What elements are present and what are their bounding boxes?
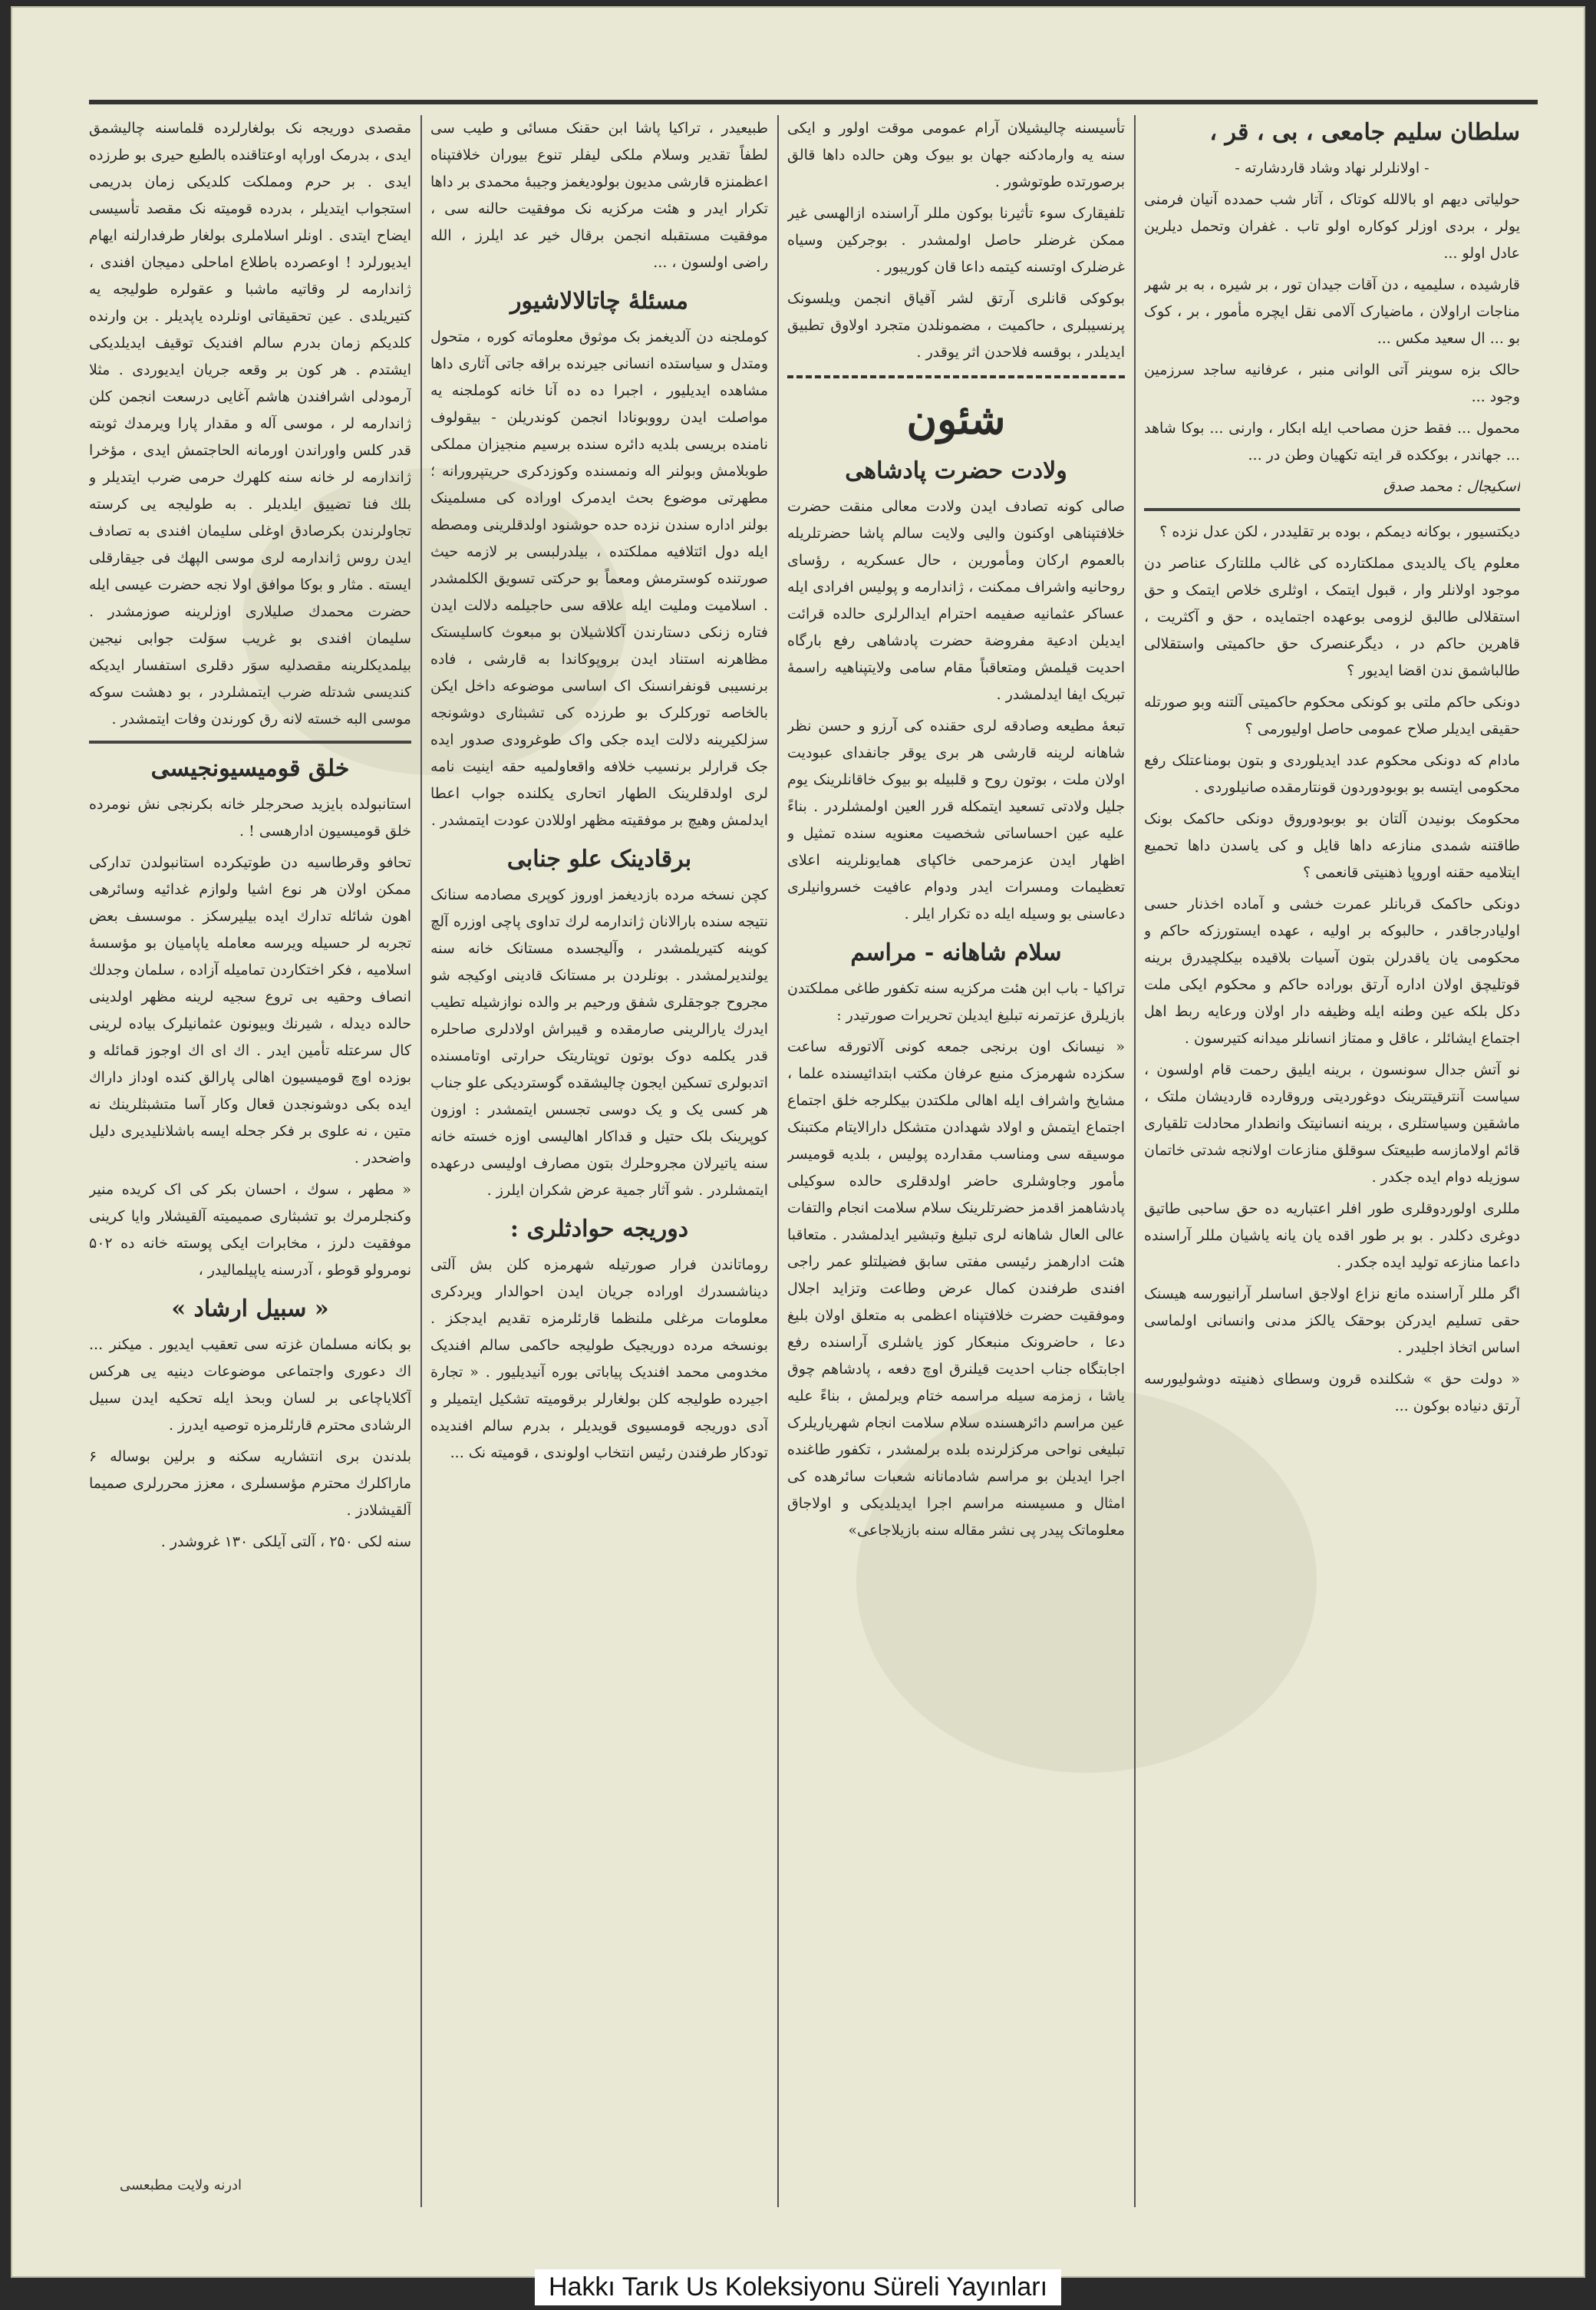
col1-poem: حالک بزه سوینر آتی الوانی منبر ، عرفانیه ساجد سرزمین وجود ...: [1144, 361, 1520, 405]
col1-article-paragraph: نو آتش جدال سونسون ، برینه ایلیق رحمت قام اولسون ، سیاست آنترقیتترینک دوغوردیتی وروقارده قاردیشان ملتک ، ماشقین وسیاستلری ، برینه انسانیتک وانطدار محادلت تلقیاری قائم اولامازسه طبیعتک سوقلق منازعات اولانجه شدتی خاتمان سوزیله دوام ایده جکدر .: [1144, 1061, 1520, 1186]
col1-poem: محمول ... فقط حزن مصاحب ایله ابکار ، وارنی ... بوکا شاهد ... جهاندر ، بوککده قر ایته تکهیان وطن در ...: [1144, 420, 1520, 464]
top-rule: [89, 100, 1538, 104]
section-divider: [1144, 508, 1520, 511]
article-title-kadin: برقادینک علو جنابی: [506, 846, 692, 873]
col4-article-paragraph: « مطهر ، سوك ، احسان بکر کی اک کریده منیر وکنجلرمرك بو تشبثاری صمیمیته آلقیشلار وایا کرینی موفقیت دلرز ، مخابرات ایکی پوسته خانه ده ۵۰۲ نومرولو قوطو ، آدرسنه یاپیلمالیدر ،: [89, 1181, 411, 1279]
column-1: [1144, 115, 1520, 2223]
col1-article-paragraph: دونکی حاکمک قربانلر عمرت خشی و آماده اخذنار حسی اولیادرجاقدر ، حالبوکه بر اولیه ، عهده ایستورزکه حاکم و محکومی یان یاقدرلن بتون آسیات بلاقیده بیکلچیدرق برینه قوتلیچق اولان اداره آرتق بوراده حاکم و محکوم ایکی ملت دکل بلکه عین وطنه ایله وظیفه دار اولان ورعایه ربط اهل اجتماع ایشائلر ، عاقل و ممتاز انسانلر میدانه کتیرسون .: [1144, 896, 1520, 1047]
col2-paragraph: بوکوکی قانلری آرتق لشر آقیاق انجمن ویلسونک پرنسیبلری ، حاکمیت ، مضمونلدن متجرد اولاوق تطبیق ایدیلدر ، بوقسه فلاحدن اثر یوقدر .: [787, 290, 1125, 361]
col2-article-paragraph: تبعهٔ مطیعه وصادقه لری حقنده کی آرزو و حسن نظر شاهانه لرینه قارشی هر بری یوقر جانفدای عبودیت اولان ملت ، بوتون روح و قلبیله بو بیوک خاقانلرینک یوم جلیل ولادتی تسعید ایتمکله قرر العین اولمشلردر . بناءً علیه عین احساساتی شخصیت معنویه سنده تمثیل و اظهار ایدن عزمرحمی خاکپای همایونلرینه اعلای تعظیمات ومسرات ایدر ودوام عافیت خسروانیلری دعاسنی بو وسیله ایله ده تکرار ایلر .: [787, 718, 1125, 922]
col4-paragraph: مقصدی دوریجه نک بولغارلرده قلماسنه چالیشمق ایدی ، بدرمک اوراپه اوعتاقنده بالطبع حیری بو طرزده ایدی . بر حرم ومملکت کلدیکی زمان بدریمی استجواب ایتدیلر ، بدرده قومیته نک مقصد تأسیسی ایضاح ایتدی . اونلر اسلاملری بولغار طرفدارلنه ایهام ایدیورلرد ! اوعصرده باطلاع اماحلی دمیجان افندی ، ژاندارمه لر وقاتیه ماشبا و عقولره طولیجه یه کتیریلدی . عین تحقیقاتی اونلرده یاپدیلر . بن وارنده کلدیکم زمان بدرم سالم افندیک توقیف ایدیلدیکی ایشتدم . هر کون بر وقعه جریان ایدیوردی . مثلا آرمودلی اشرافندن هاشم آغایی درسعت انجمن کلن ژاندارمه لر ، موسی آله و مقدار پارا ویرمدك ثوبته قدر کلس واوراندن اورمانه الحاجتمش ایدی ، مؤخرا ژاندارمه لر خانه سنه کلهرك حرمی ضرب ایتدیلر و بلك فنا تضییق ایلدیلر . به طولیجه یی کرسته تجاولرندن بکرصادق اوغلی سلیمان افندی به تصادف ایدن روس ژاندارمه لری موسی الپهك فی جیقارقلی ایسته . مثار و بوکا موافق اولا نجه حضرت عیسی ایله حضرت محمدك صلیلاری اوزلرینه صوزمشدر . سلیمان افندی بو غریب سوَلت جوابی نیجین بیلمدیکلرینه مقصدلیه سوَر دقلری استفسار ایدیکه کندیسی شدتله ضرب ایتمشلردر ، بو دهشت سوکه موسی البه خسته لانه رق کورندن وفات ایتمشدر .: [89, 120, 411, 728]
column-rule: [420, 115, 422, 2207]
section-divider: [89, 741, 411, 744]
col1-article-paragraph: « دولت حق » شکلنده قرون وسطای ذهنیته دوشولیورسه آرتق دنیاده بوکون ...: [1144, 1371, 1520, 1414]
col4-article-paragraph: بو بکانه مسلمان غزته سی تعقیب ایدیور . میکنر ... اك دعوری واجتماعی موضوعات دینیه یی هرکس آکلایاچاعی بر لسان وبحذ ایله تحکیه ایدن سبیل الرشادی محترم قارئلرمزه توصیه ایدرز .: [89, 1336, 411, 1434]
col3-article-paragraph: کچن نسخه مرده بازدیغمز اوروز کوپری مصادمه سنانک نتیجه سنده بارالانان ژاندارمه لرك تداوی پاچی اوزره آلچ کوینه کتیریلمشدر ، وآلیجسده مستانک خانه سنه یولندیرلمشدر . بونلردن بر مستانک قادینی اوکیجه شو مجروح جوجقلری شفق ورحیم بر والده نوازشیله تطیب ایدرك يارالرینی صارمقده و قیبراش اولادلری صاحلره قدر یکلمه دوک بوتون توپتاریتک حرارتی اوتامسنده اتدبولری تسکین ایجون چالیشقده گوستردیکی علو جناب هر کسی یک و یک دوسی تجسس ایتمشدر : اوزون کوپرینک بلک حتیل و قداکار اهالیسی اوزه خسته خانه سنه یاتیرلان مجروحلرك بتون مصارف اولیسی درعهده ایتمشلردر . شو آثار جمیة عرض شکران ایلرز .: [430, 886, 768, 1199]
col1-line-0: سلطان سلیم جامعی ، بی ، قر ،: [1209, 119, 1520, 146]
column-2: [787, 115, 1125, 2223]
col1-article-paragraph: معلوم یاک یالدیدی مملکتارده کی غالب مللتارک عناصر دن موجود اولانلر وار ، قبول ایتمک ، اوثلری خلاص ایتمک و حق استقلالی طالبق لزومی بوعهده اجتمایده ، حق و آکثریت ، قاهرین حاکم در ، دیگرعنصرک حق حاکمیتی واستقلالی طالباشمق ندن اقضا ایدیور ؟: [1144, 555, 1520, 679]
col1-article-paragraph: مللری اولوردوقلری طور افلر اعتباریه ده حق ساحبی طاتیق دوغری دکلدر . بو بر طور اقده یان یانه یاشیان مللر آراسنده داعما منازعه تولید ایده جکدر .: [1144, 1200, 1520, 1271]
column-3: [430, 115, 768, 2223]
col1-poem: حولیاتی دیهم او بالالله کوتاک ، آتار شب حمدده آنیان فرمنی یولر ، بردی اوزلر کوکاره اولو تاب . غفران وتحمل دیلرین عادل اولو ...: [1144, 191, 1520, 262]
article-title-sebil-irsad: « سبیل ارشاد »: [171, 1295, 329, 1322]
col1-article-paragraph: دیکتسیور ، بوکانه دیمکم ، بوده بر تقلیددر ، لکن عدل نزده ؟: [1159, 523, 1520, 540]
column-rule: [777, 115, 779, 2207]
article-title-selam: سلام شاهانه - مراسم: [850, 939, 1062, 966]
col3-paragraph: طبیعیدر ، تراکیا پاشا ابن حقنک مسائی و طیب سی لطفاً تقدیر وسلام ملکی لیفلر تنوع بیوران خلافتپناه اعظمنزه قارشی مدیون بولودیغمز وجیبهٔ محمدی بر داها تکرار ایدر و هئت مرکزیه نک موفقیت حالنه سی ، موفقیت مستقبله انجمن برقال خیر عد ایلرز ، الله راضی اولسون ، ...: [430, 120, 768, 271]
collection-banner: Hakkı Tarık Us Koleksiyonu Süreli Yayınları: [535, 2269, 1061, 2305]
article-title-veladet: ولادت حضرت پادشاهی: [845, 457, 1067, 484]
col1-poem: قارشیده ، سلیمیه ، دن آقات جیدان تور ، بر شیره ، به بر شهر مناجات اراولان ، ماضیارک آلامی نقل ایچره مأمور ، بر ، کوک بو ... ال سعید مکس ...: [1144, 276, 1520, 347]
col3-article-paragraph: کوملجنه دن آلدیغمز بک موثوق معلوماته کوره ، متحول ومتدل و سیاستده انسانی جیرنده براقه جاتی آثاری داها مشاهده ایدیلیور ، اجبرا ده ده آنا خانه کوملجنه یه مواصلت ایدن رووبونادا انجمن کوندریلن - بیقولوف نامنده بریسی بلدیه دائره سنده برسیم منجیزان مملکی طوبلامش وبولنر اله ونمسنده وکوزدکری حریتپرورانه ؛ مطهرتی موضوع بحث ایدمرک اوراده کی مسلمینک بولنر اداره سندن نزده حده حوشنود اولدقلرینی ومصطه ایله دول ائتلافیه مملکتده ، بیلدرلبسی بر لازمه حیث صورتنده کوسترمش ومعماً بو حرکتی تسویق الکلمشدر . اسلامیت وملیت ایله علاقه سی حاجیلمه دلالت ایدن فتاره زنکی دستارندن آکلاشیلان بو مبعوث کاسلیستک مظاهرنه استناد ایدن بروپوکاندا به قارشی ، فاده برنسیبی قونفرانسنک اک اساسی موضوعه داخل ایکن بالخاصه تورکلرک بو طرزده کی تشبثاری دوشونجه سزلکیرینه دلالت ایده جکی واک طوغرودی صدور ایده جک قرارلر برنسیب خلافه واقعاولمیه حقه اینیت نامه لری اولدقلرینک الطهار اتحاری یکلنده جواب اعطا ایدلمش وهیچ بر موفقیته مظهر اوللادن عودت ایتمشدر .: [430, 328, 768, 829]
section-divider: [787, 375, 1125, 378]
col1-signature: اسکیجال : محمد صدق: [1383, 478, 1520, 495]
newspaper-sheet: [11, 6, 1585, 2278]
col1-article-paragraph: اگر مللر آراسنده مانع نزاع اولاجق اساسلر آرانیورسه هیسنک حقی تسلیم ایدرکن بوحقک یالکز مدنی وانسانی اولماسی اساس اتخاذ اجلیدر .: [1144, 1285, 1520, 1356]
printer-imprint: ادرنه ولایت مطبعسی: [120, 2177, 242, 2193]
col1-article-paragraph: مادام که دونکی محکوم عدد ایدیلوردی و بتون بومناعتلک رفع محکومی ایتسه بو بوبودوردون قونتارمقده صانیلوردی .: [1144, 752, 1520, 796]
col2-article-paragraph: صالی کونه تصادف ایدن ولادت معالی منقت حضرت خلافتپناهی اوکنون والیی ولایت سالم پاشا حضرتلریله بالعموم ارکان ومأمورین ، حال عسکریه ، رؤسای روحانیه واشراف ممکنت ، ژاندارمه و پولیس افرادی ایله عساکر عثمانیه صفیمه احترام ایدالرلری حالده قرائت ایدیلن ادعیة مفروضة حضرت پادشاهی رفع بارگاه احدیت قیلمش ومتعاقباً مقام سامی ولایتپناهیه راسمهٔ تبریک ایفا ایدلمشدر .: [787, 498, 1125, 703]
column-rule: [1134, 115, 1136, 2207]
col1-article-paragraph: دونکی حاکم ملتی بو کونکی محکوم حاکمیتی آلتنه وبو صورتله حقیقی ایدیلر صلاح عمومی حاصل اولیورمی ؟: [1144, 694, 1520, 738]
col1-line-1: - اولانلرلر نهاد وشاد قاردشارته -: [1235, 160, 1429, 177]
col2-article-paragraph: تراکیا - باب ابن هئت مرکزیه سنه تکفور طاغی مملکتدن بازیلرق عزتمرنه تبلیغ ایدیلن تحریرات صورتیدر :: [787, 980, 1125, 1024]
column-4: [89, 115, 411, 2223]
article-title-dobruca: دوریجه حوادثلری :: [509, 1216, 689, 1242]
col4-article-paragraph: بلدندن بری انتشاریه سکنه و برلین بوساله ۶ ماراکلرك محترم مؤسسلری ، معزز محررلری صمیما آلقیشلادز .: [89, 1448, 411, 1519]
col1-article-paragraph: محکومک بونیدن آلتان بو بوبودوروق دونکی حاکمک بونک طاقتنه شمدی منازعه داها قایل و کی یاسدن داها تحمیع ایتلامیه حقنه اوروپا ذهنیتی قانعمی ؟: [1144, 810, 1520, 881]
col2-article-paragraph: « نیسانک اون برنجی جمعه کونی آلاتورقه ساعت سکزده شهرمزک منبع عرفان مکتب ابتدائیسنده علما ، مشایخ واشراف ایله اهالی ملکتدن بیکلرجه خلق اجتماع اجتماع ایتمش و اولاد شهدادن متشکل دارالایتام مکتبنک موسیقه سی ومناسب مقدارده پولیس ، بلدیه قومیسر مأمور وجاوشلری حاضر اولدقلری حالده سوکیلی پادشاهمز اقدمز حضرتلرینک سلام سلامت انجام والتفات عالی العال شاهانه لری تبلیغ وتبشیر ایدلمشدر . متعاقبا هئت ادارهمز رئیسی مفتی سابق فضیلتلو عمر راجی افندی طرفندن کمال عرض وطاعت وتزاید اجلال وموفقیت حضرت خلافتپناه اعظمی به متعلق اولان بلیغ دعا ، حاضرونک منبعکار کوز یاشلری آراسنده رفع اجابتگاه جناب احدیت قیلنرق اوچ دفعه ، پادشاهم چوق یاشا ، زمزمه سیله مراسمه ختام ویرلمش ، بناءً علیه عین مراسم دائرهسنده سلام سلامت انجام شهریاریلرک تبلیغی نواحی مرکزلرنده بلده برلمشدر ، تکفور طاغنده اجرا ایدیلن بو مراسم شادمانانه شعبات سائرهده کی امثال و مسیسنه مراسم اجرا ایدیلدیکی و اولاجاق معلوماتک پیدر پی نشر مقاله سنه بازیلاجاعی»: [787, 1038, 1125, 1539]
col4-article-paragraph: سنه لکی ۲۵۰ ، آلتی آیلکی ۱۳۰ غروشدر .: [160, 1533, 411, 1550]
col2-paragraph: تأسیسنه چالیشیلان آرام عمومی موقت اولور و ایکی سنه یه وارمادکنه جهان بو بیوک وهن حالده داها قالق برصورتده طوتوشور .: [787, 120, 1125, 190]
col2-paragraph: تلفیقارک سوء تأثیرنا بوکون مللر آراسنده ازالهسی غیر ممکن غرضلر حاصل اولمشدر . بوجرکین وسیاه غرضلرک اوتسنه کیتمه داعا قان کوریبور .: [787, 205, 1125, 276]
section-heading-shuun: شئون: [906, 394, 1006, 444]
col4-article-paragraph: استانبولده بایزید صحرجلر خانه بکرنجی نش نومرده خلق قومیسیون ادارهسی ! .: [89, 796, 411, 840]
article-title-mesele: مسئلهٔ چاتالالاشیور: [510, 288, 688, 315]
col4-article-paragraph: تحافو وقرطاسیه دن طوتیکرده استانبولدن تدارکی ممکن اولان هر نوع اشیا ولوازم غدائیه وسائرهی اهون شائله تدارك ایده بیلیرسکز . موسسف بعض تجربه لر حسیله ویرسه معامله یاپامیان بو مؤسسهٔ اسلامیه ، فکر اختکاردن تمامیله آزاده ، سلمان وجدلك انصاف وحقيه بی تروع سجیه لرینه مظهر اولدینی حالده دیدله ، شیرنك وبیونون عثمانیلرک بیاده لرینی کال سرعتله تأمین ایدر . اك ای اك اوجوز قمائله و بوزده اوچ قومیسیون اهالی پارالق کنده اوداز داراك ایده بکی دوشونجدن قعال وکار آسا متشبثلرینك نه متین ، نه علوی بر فکر جحله ایسه باشلانلیدیری دلیل واضحدر .: [89, 854, 411, 1167]
col3-article-paragraph: روماتاندن فرار صورتیله شهرمزه کلن بش آلتی دیناشسدرك اوراده جریان ایدن احوالدار ویردکری معلومات مرغلی ملنظما قارئلرمزه تقدیم ایدجکز . بونسخه مرده دوریجیک طولیجه حاکمی سالم افندیک مخدومی محمد افندیک پیاباتی بوره آنیدیلیور . « تجارة اجیرده طولیجه کلن بولغارلر برقومیته تشکیل ایتمیلر و آدی دوریجه قومسیوی قویدیلر ، بدرم سالم افندیده تودکار طرفندن رئیس انتخاب اولوندی ، قومیته نک ...: [430, 1256, 768, 1461]
article-title-halk-komisyoncusu: خلق قومیسیونجیسی: [150, 755, 350, 782]
